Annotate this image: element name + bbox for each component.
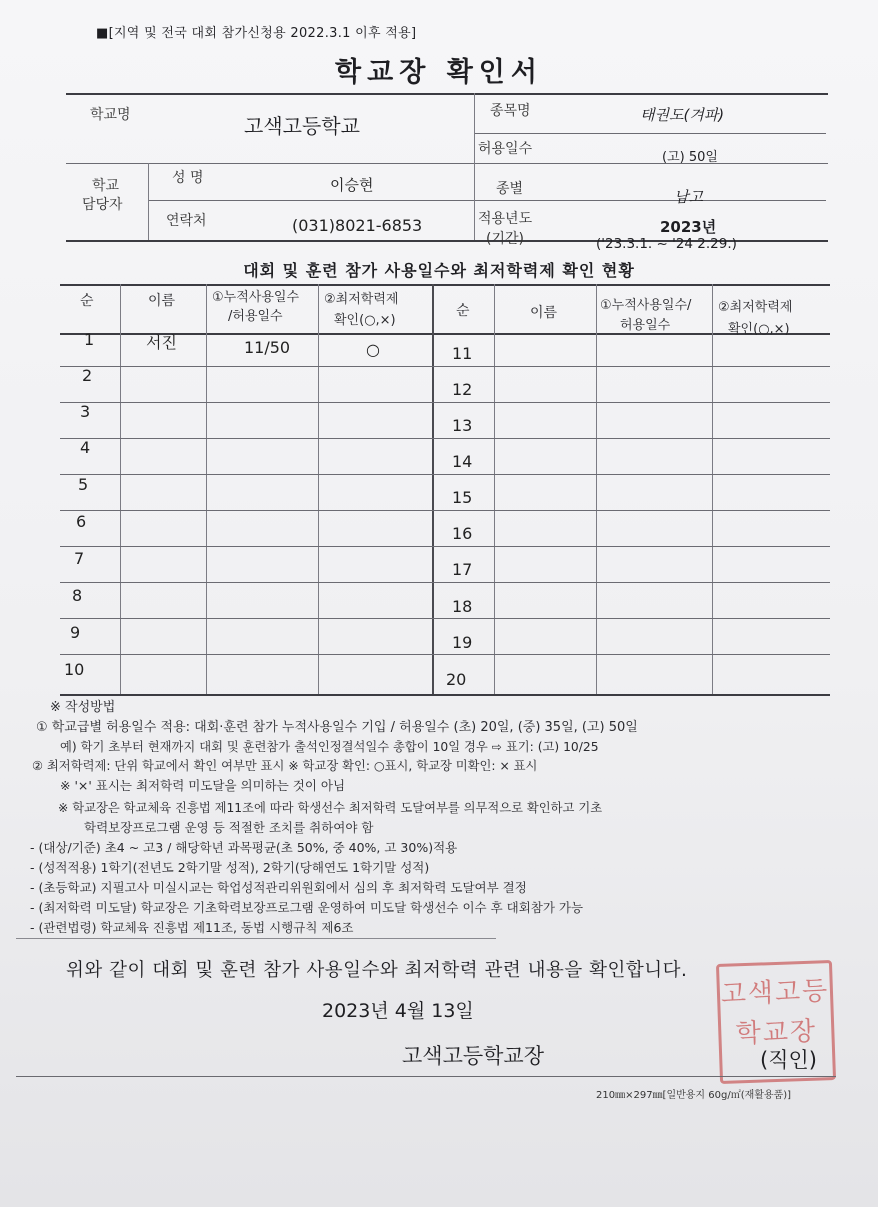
category-label: 종별: [496, 181, 524, 197]
official-seal-mark: (직인): [760, 1048, 817, 1072]
table-vline-6: [596, 284, 597, 695]
row-line-7: [60, 582, 830, 583]
notes-heading: ※ 작성방법: [50, 700, 116, 715]
note-elementary: - (초등학교) 지필고사 미실시교는 학업성적관리위원회에서 심의 후 최저학력 도달여부 결정: [30, 880, 527, 895]
school-name-value: 고색고등학교: [244, 114, 360, 138]
info-top-border: [66, 93, 828, 95]
row-line-9: [60, 654, 830, 655]
row-8-no: 8: [72, 586, 83, 605]
row-line-2: [60, 402, 830, 403]
table-bottom-border: [60, 694, 830, 696]
row-5-no: 5: [78, 475, 89, 494]
header-days-right-2: 허용일수: [620, 318, 671, 333]
header-check-left-2: 확인(○,×): [334, 313, 396, 328]
header-check-right-1: ②최저학력제: [718, 300, 793, 315]
table-vline-7: [712, 284, 713, 695]
contact-name-value: 이승현: [330, 176, 374, 194]
manager-label-2: 담당자: [82, 197, 123, 213]
note-1-example: 예) 학기 초부터 현재까지 대회 및 훈련참가 출석인정결석일수 총합이 10일 경우 ⇨ 표기: (고) 10/25: [60, 740, 599, 754]
row-15-no: 15: [452, 488, 473, 507]
year-value: 2023년: [660, 218, 717, 236]
row-line-3: [60, 438, 830, 439]
row-9-no: 9: [70, 623, 81, 642]
note-2: ② 최저학력제: 단위 학교에서 확인 여부만 표시 ※ 학교장 확인: ○표시, 학교장 미확인: × 표시: [32, 759, 538, 773]
info-vline-1: [148, 163, 149, 240]
table-title: 대회 및 훈련 참가 사용일수와 최저학력제 확인 현황: [243, 261, 635, 280]
row-19-no: 19: [452, 633, 473, 652]
header-check-left-1: ②최저학력제: [324, 292, 399, 307]
info-vline-2: [474, 93, 475, 240]
paper-spec-footer: 210㎜×297㎜[일반용지 60g/㎡(재활용품)]: [596, 1090, 792, 1101]
table-vline-5: [494, 284, 495, 695]
table-vline-2: [206, 284, 207, 695]
confirmation-date: 2023년 4월 13일: [322, 1000, 474, 1022]
info-line-name: [148, 200, 826, 201]
note-3: ※ 학교장은 학교체육 진흥법 제11조에 따라 학생선수 최저학력 도달여부를 의무적으로 확인하고 기초: [58, 801, 603, 815]
row-line-5: [60, 510, 830, 511]
row-1-days: 11/50: [244, 338, 291, 357]
phone-value: (031)8021-6853: [292, 216, 423, 235]
header-no-right: 순: [456, 303, 470, 319]
header-days-right-1: ①누적사용일수/: [600, 298, 692, 313]
row-1-no: 1: [84, 330, 95, 349]
event-value: 태권도(겨파): [640, 106, 725, 124]
row-3-no: 3: [80, 402, 91, 421]
row-1-check: ○: [366, 340, 380, 359]
note-law: - (관련법령) 학교체육 진흥법 제11조, 동법 시행규칙 제6조: [30, 920, 354, 935]
event-label: 종목명: [490, 103, 531, 119]
row-4-no: 4: [80, 438, 91, 457]
row-13-no: 13: [452, 416, 473, 435]
row-7-no: 7: [74, 549, 85, 568]
row-line-6: [60, 546, 830, 547]
allowed-days-value: (고) 50일: [662, 150, 718, 165]
period-value: ('23.3.1. ~ '24 2.29.): [596, 236, 737, 252]
contact-name-label: 성 명: [172, 170, 204, 186]
row-18-no: 18: [452, 597, 473, 616]
phone-label: 연락처: [166, 213, 207, 229]
note-target: - (대상/기준) 초4 ~ 고3 / 해당학년 과목평균(초 50%, 중 40%, 고 30%)적용: [30, 840, 458, 855]
row-line-8: [60, 618, 830, 619]
table-top-border: [60, 284, 830, 286]
table-vline-center: [432, 284, 434, 695]
info-line-event: [474, 133, 826, 134]
row-line-4: [60, 474, 830, 475]
row-10-no: 10: [64, 660, 85, 679]
school-name-label: 학교명: [90, 107, 131, 123]
category-value: 남고: [674, 188, 703, 206]
row-12-no: 12: [452, 380, 473, 399]
allowed-days-label: 허용일수: [478, 141, 533, 157]
official-seal-stamp: 고색고등 학교장: [716, 960, 836, 1084]
header-name-left: 이름: [148, 293, 176, 309]
header-days-left-2: /허용일수: [228, 309, 283, 324]
confirmation-statement: 위와 같이 대회 및 훈련 참가 사용일수와 최저학력 관련 내용을 확인합니다.: [66, 960, 688, 981]
row-11-no: 11: [452, 344, 473, 363]
header-no-left: 순: [80, 293, 94, 309]
row-17-no: 17: [452, 560, 473, 579]
table-vline-1: [120, 284, 121, 695]
footer-divider: [16, 1076, 836, 1077]
form-usage-tag: ■[지역 및 전국 대회 참가신청용 2022.3.1 이후 적용]: [96, 26, 417, 41]
header-days-left-1: ①누적사용일수: [212, 290, 300, 305]
row-line-1: [60, 366, 830, 367]
notes-divider: [16, 938, 496, 939]
header-check-right-2: 확인(○,×): [728, 322, 790, 337]
row-14-no: 14: [452, 452, 473, 471]
table-vline-3: [318, 284, 319, 695]
note-grades: - (성적적용) 1학기(전년도 2학기말 성적), 2학기(당해연도 1학기말 성적): [30, 860, 430, 875]
row-1-name: 서진: [146, 333, 177, 352]
note-2-sub: ※ '×' 표시는 최저학력 미도달을 의미하는 것이 아님: [60, 778, 346, 793]
header-name-right: 이름: [530, 305, 558, 321]
document-title: 학교장 확인서: [335, 57, 543, 88]
year-label-2: (기간): [486, 231, 524, 247]
year-label-1: 적용년도: [478, 211, 533, 227]
row-2-no: 2: [82, 366, 93, 385]
note-1: ① 학교급별 허용일수 적용: 대회·훈련 참가 누적사용일수 기입 / 허용일수 (초) 20일, (중) 35일, (고) 50일: [36, 720, 638, 735]
note-3-cont: 학력보장프로그램 운영 등 적절한 조치를 취하여야 함: [84, 820, 374, 835]
manager-label-1: 학교: [92, 178, 120, 194]
row-20-no: 20: [446, 670, 467, 689]
note-below-min: - (최저학력 미도달) 학교장은 기초학력보장프로그램 운영하여 미도달 학생선수 이수 후 대회참가 가능: [30, 900, 584, 915]
row-6-no: 6: [76, 512, 87, 531]
principal-title: 고색고등학교장: [402, 1044, 545, 1068]
row-16-no: 16: [452, 524, 473, 543]
